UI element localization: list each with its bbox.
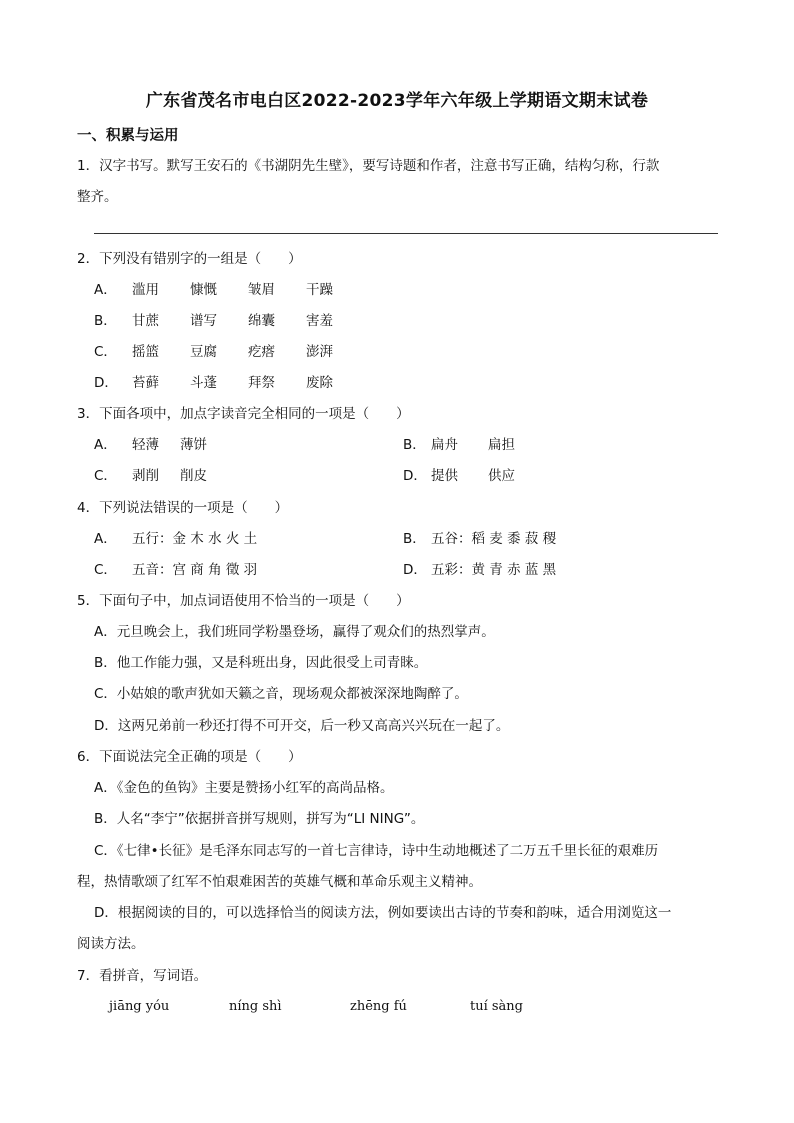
pinyin-item: níng shì <box>229 999 282 1014</box>
option-word: 薄饼 <box>180 437 207 453</box>
q5-option-b: B．他工作能力强，又是科班出身，因此很受上司青睐。 <box>94 655 428 671</box>
option-word: 害羞 <box>306 313 333 329</box>
option-word: 谱写 <box>190 313 217 329</box>
option-label: B． <box>94 313 117 329</box>
option-text: 五谷：稻 麦 黍 菽 稷 <box>431 531 557 547</box>
q2-stem: 2．下列没有错别字的一组是（ ） <box>77 251 302 267</box>
q4-option-c <box>94 560 257 580</box>
option-word: 豆腐 <box>190 344 217 360</box>
option-word: 滥用 <box>132 282 159 298</box>
page-title: 广东省茂名市电白区2022-2023学年六年级上学期语文期末试卷 <box>145 91 649 111</box>
q3-option-b <box>403 435 515 455</box>
q3-option-a <box>94 435 207 455</box>
answer-line[interactable] <box>94 233 718 234</box>
option-word: 供应 <box>488 468 515 484</box>
q5-option-c: C．小姑娘的歌声犹如天籁之音，现场观众都被深深地陶醉了。 <box>94 686 468 702</box>
option-word: 扁担 <box>488 437 515 453</box>
option-text: 五彩：黄 青 赤 蓝 黑 <box>431 562 557 578</box>
option-word: 扁舟 <box>431 437 458 453</box>
q6-option-d-line-1: D．根据阅读的目的，可以选择恰当的阅读方法，例如要读出古诗的节奏和韵味，适合用浏览这一 <box>94 905 672 921</box>
option-word: 轻薄 <box>132 437 159 453</box>
q1-text-line-2: 整齐。 <box>77 189 118 205</box>
section-heading: 一、积累与运用 <box>77 128 179 144</box>
option-word: 澎湃 <box>306 344 333 360</box>
q6-option-c-line-2: 程，热情歌颂了红军不怕艰难困苦的英雄气概和革命乐观主义精神。 <box>77 874 482 890</box>
q5-stem: 5．下面句子中，加点词语使用不恰当的一项是（ ） <box>77 593 410 609</box>
option-text: 五行：金 木 水 火 土 <box>132 531 258 547</box>
option-word: 提供 <box>431 468 458 484</box>
option-word: 剥削 <box>132 468 159 484</box>
option-word: 甘蔗 <box>132 313 159 329</box>
option-label: D． <box>403 468 427 484</box>
option-label: D． <box>403 562 427 578</box>
option-word: 废除 <box>306 375 333 391</box>
q3-stem: 3．下面各项中，加点字读音完全相同的一项是（ ） <box>77 406 410 422</box>
option-label: A． <box>94 437 117 453</box>
q7-stem: 7．看拼音，写词语。 <box>77 968 208 984</box>
option-label: D． <box>94 375 118 391</box>
pinyin-item: zhēng fú <box>350 999 407 1014</box>
q1-text-line-1: 1．汉字书写。默写王安石的《书湖阴先生壁》，要写诗题和作者，注意书写正确，结构匀称，行款 <box>77 158 660 174</box>
q2-option-a <box>94 280 333 300</box>
option-label: A． <box>94 531 117 547</box>
option-word: 干躁 <box>306 282 333 298</box>
option-word: 疙瘩 <box>248 344 275 360</box>
option-word: 斗蓬 <box>190 375 217 391</box>
pinyin-item: tuí sàng <box>470 999 524 1014</box>
q2-option-d <box>94 373 333 393</box>
q6-option-d-line-2: 阅读方法。 <box>77 936 145 952</box>
q4-stem: 4．下列说法错误的一项是（ ） <box>77 500 289 516</box>
option-word: 绵囊 <box>248 313 275 329</box>
option-label: B． <box>403 437 426 453</box>
option-word: 摇篮 <box>132 344 159 360</box>
option-label: B． <box>403 531 426 547</box>
q5-option-d: D．这两兄弟前一秒还打得不可开交，后一秒又高高兴兴玩在一起了。 <box>94 718 510 734</box>
q5-option-a: A．元旦晚会上，我们班同学粉墨登场，赢得了观众们的热烈掌声。 <box>94 624 495 640</box>
pinyin-item: jiāng yóu <box>109 999 170 1014</box>
q3-option-d <box>403 466 515 486</box>
option-label: A． <box>94 282 117 298</box>
q6-option-c-line-1: C．《七律•长征》是毛泽东同志写的一首七言律诗，诗中生动地概述了二万五千里长征的艰难历 <box>94 843 659 859</box>
q6-option-b: B．人名“李宁”依据拼音拼写规则，拼写为“LI NING”。 <box>94 811 425 827</box>
q6-option-a: A．《金色的鱼钩》主要是赞扬小红军的高尚品格。 <box>94 780 394 796</box>
option-label: C． <box>94 468 117 484</box>
q2-option-c <box>94 342 333 362</box>
q3-option-c <box>94 466 207 486</box>
q2-option-b <box>94 311 333 331</box>
q4-option-b <box>403 529 556 549</box>
option-text: 五音：宫 商 角 徵 羽 <box>132 562 258 578</box>
option-word: 苔藓 <box>132 375 159 391</box>
option-word: 拜祭 <box>248 375 275 391</box>
option-label: C． <box>94 344 117 360</box>
q6-stem: 6．下面说法完全正确的项是（ ） <box>77 749 302 765</box>
q4-option-d <box>403 560 556 580</box>
option-label: C． <box>94 562 117 578</box>
option-word: 皱眉 <box>248 282 275 298</box>
option-word: 削皮 <box>180 468 207 484</box>
option-word: 慷慨 <box>190 282 217 298</box>
q4-option-a <box>94 529 257 549</box>
